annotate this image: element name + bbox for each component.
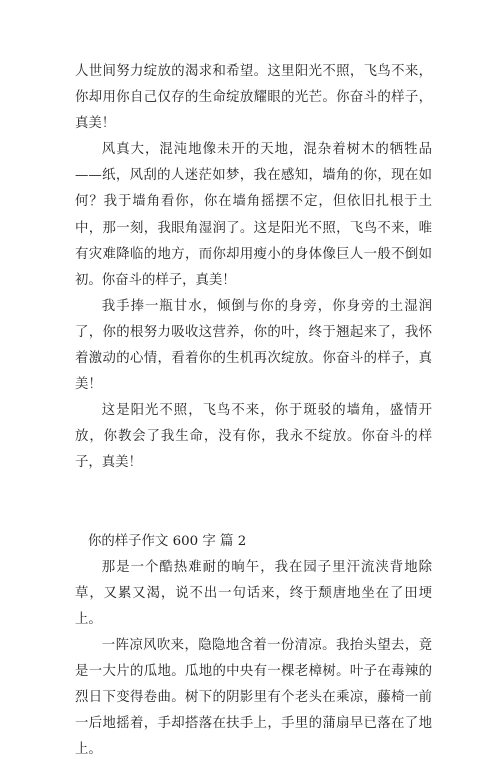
paragraph-wind: 风真大，混沌地像未开的天地，混杂着树木的牺牲品——纸，风刮的人迷茫如梦，我在感知，墙角的你，现在如何？我于墙角看你，你在墙角摇摆不定，但依旧扎根于土中，那一刻，我眼角湿润了。这是阳光不照，飞鸟不来，唯有灾难降临的地方，而你却用瘦小的身体像巨人一般不倒如初。你奋斗的样子，真美！ xyxy=(75,142,432,288)
paragraph-conclusion: 这是阳光不照，飞鸟不来，你于斑驳的墙角，盛情开放，你教会了我生命，没有你，我永不绽放。你奋斗的样子，真美！ xyxy=(75,403,432,471)
paragraph-continued: 人世间努力绽放的渴求和希望。这里阳光不照，飞鸟不来，你却用你自己仅存的生命绽放耀眼的光芒。你奋斗的样子，真美！ xyxy=(75,64,432,132)
section-gap xyxy=(75,477,432,529)
paragraph-noon: 那是一个酷热难耐的晌午，我在园子里汗流浃背地除草，又累又渴，说不出一句话来，终于颓唐地坐在了田埂上。 xyxy=(75,559,432,627)
section-heading: 你的样子作文 600 字 篇 2 xyxy=(88,533,247,549)
paragraph-water: 我手捧一瓶甘水，倾倒与你的身旁，你身旁的土湿润了，你的根努力吸收这营养，你的叶，终于翘起来了，我怀着激动的心情，看着你的生机再次绽放。你奋斗的样子，真美！ xyxy=(75,298,432,393)
paragraph-breeze: 一阵凉风吹来，隐隐地含着一份清凉。我抬头望去，竟是一大片的瓜地。瓜地的中央有一棵老樟树。叶子在毒辣的烈日下变得卷曲。树下的阴影里有个老头在乘凉，藤椅一前一后地摇着，手却搭落在扶手上，手里的蒲扇早已落在了地上。 xyxy=(75,637,432,758)
